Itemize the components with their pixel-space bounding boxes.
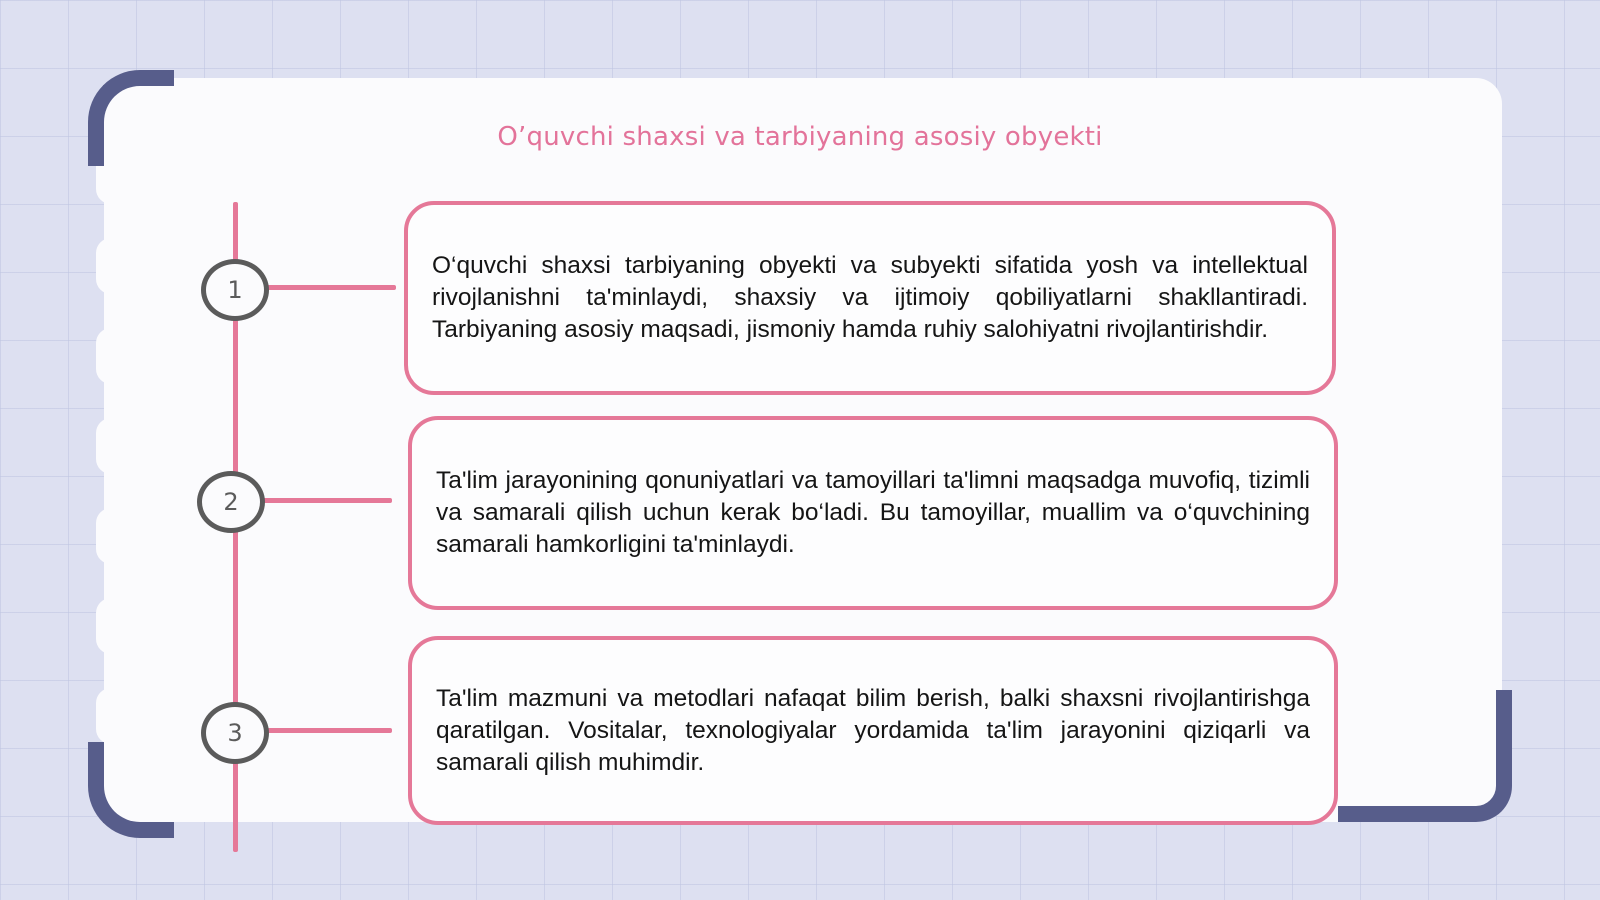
- content-box-2: [408, 416, 1338, 610]
- frame-corner-bottom-left: [88, 742, 174, 838]
- scallop-decoration: [96, 688, 126, 744]
- content-box-3: [408, 636, 1338, 825]
- step-number-1: 1: [201, 259, 269, 321]
- timeline-connector-3: [262, 728, 392, 733]
- scallop-decoration: [96, 598, 126, 654]
- scallop-decoration: [96, 418, 126, 474]
- step-number-2: 2: [197, 471, 265, 533]
- content-text-2: Ta'lim jarayonining qonuniyatlari va tamoyillari ta'limni maqsadga muvofiq, tizimli va samarali qilish uchun kerak bo‘ladi. Bu tamoyillar, muallim va o‘quvchining samarali hamkorligini ta'minlaydi.: [436, 467, 1310, 558]
- frame-corner-bottom-right: [1338, 690, 1512, 822]
- scallop-decoration: [96, 328, 126, 384]
- content-text-3: Ta'lim mazmuni va metodlari nafaqat bilim berish, balki shaxsni rivojlantirishga qaratilgan. Vositalar, texnologiyalar yordamida ta'lim jarayonini qiziqarli va samarali qilish muhimdir.: [436, 684, 1310, 776]
- scallop-decoration: [96, 238, 126, 294]
- slide-title: O’quvchi shaxsi va tarbiyaning asosiy obyekti: [497, 122, 1103, 152]
- scallop-decoration: [96, 508, 126, 564]
- timeline-connector-2: [260, 498, 392, 503]
- content-text-1: O‘quvchi shaxsi tarbiyaning obyekti va subyekti sifatida yosh va intellektual rivojlanishni ta'minlaydi, shaxsiy va ijtimoiy qobiliyatlarni shakllantiradi. Tarbiyaning asosiy maqsadi, jismoniy hamda ruhiy salohiyatni rivojlantirishdir.: [432, 252, 1308, 343]
- step-number-3: 3: [201, 702, 269, 764]
- timeline-connector-1: [262, 285, 396, 290]
- content-box-1: [404, 201, 1336, 395]
